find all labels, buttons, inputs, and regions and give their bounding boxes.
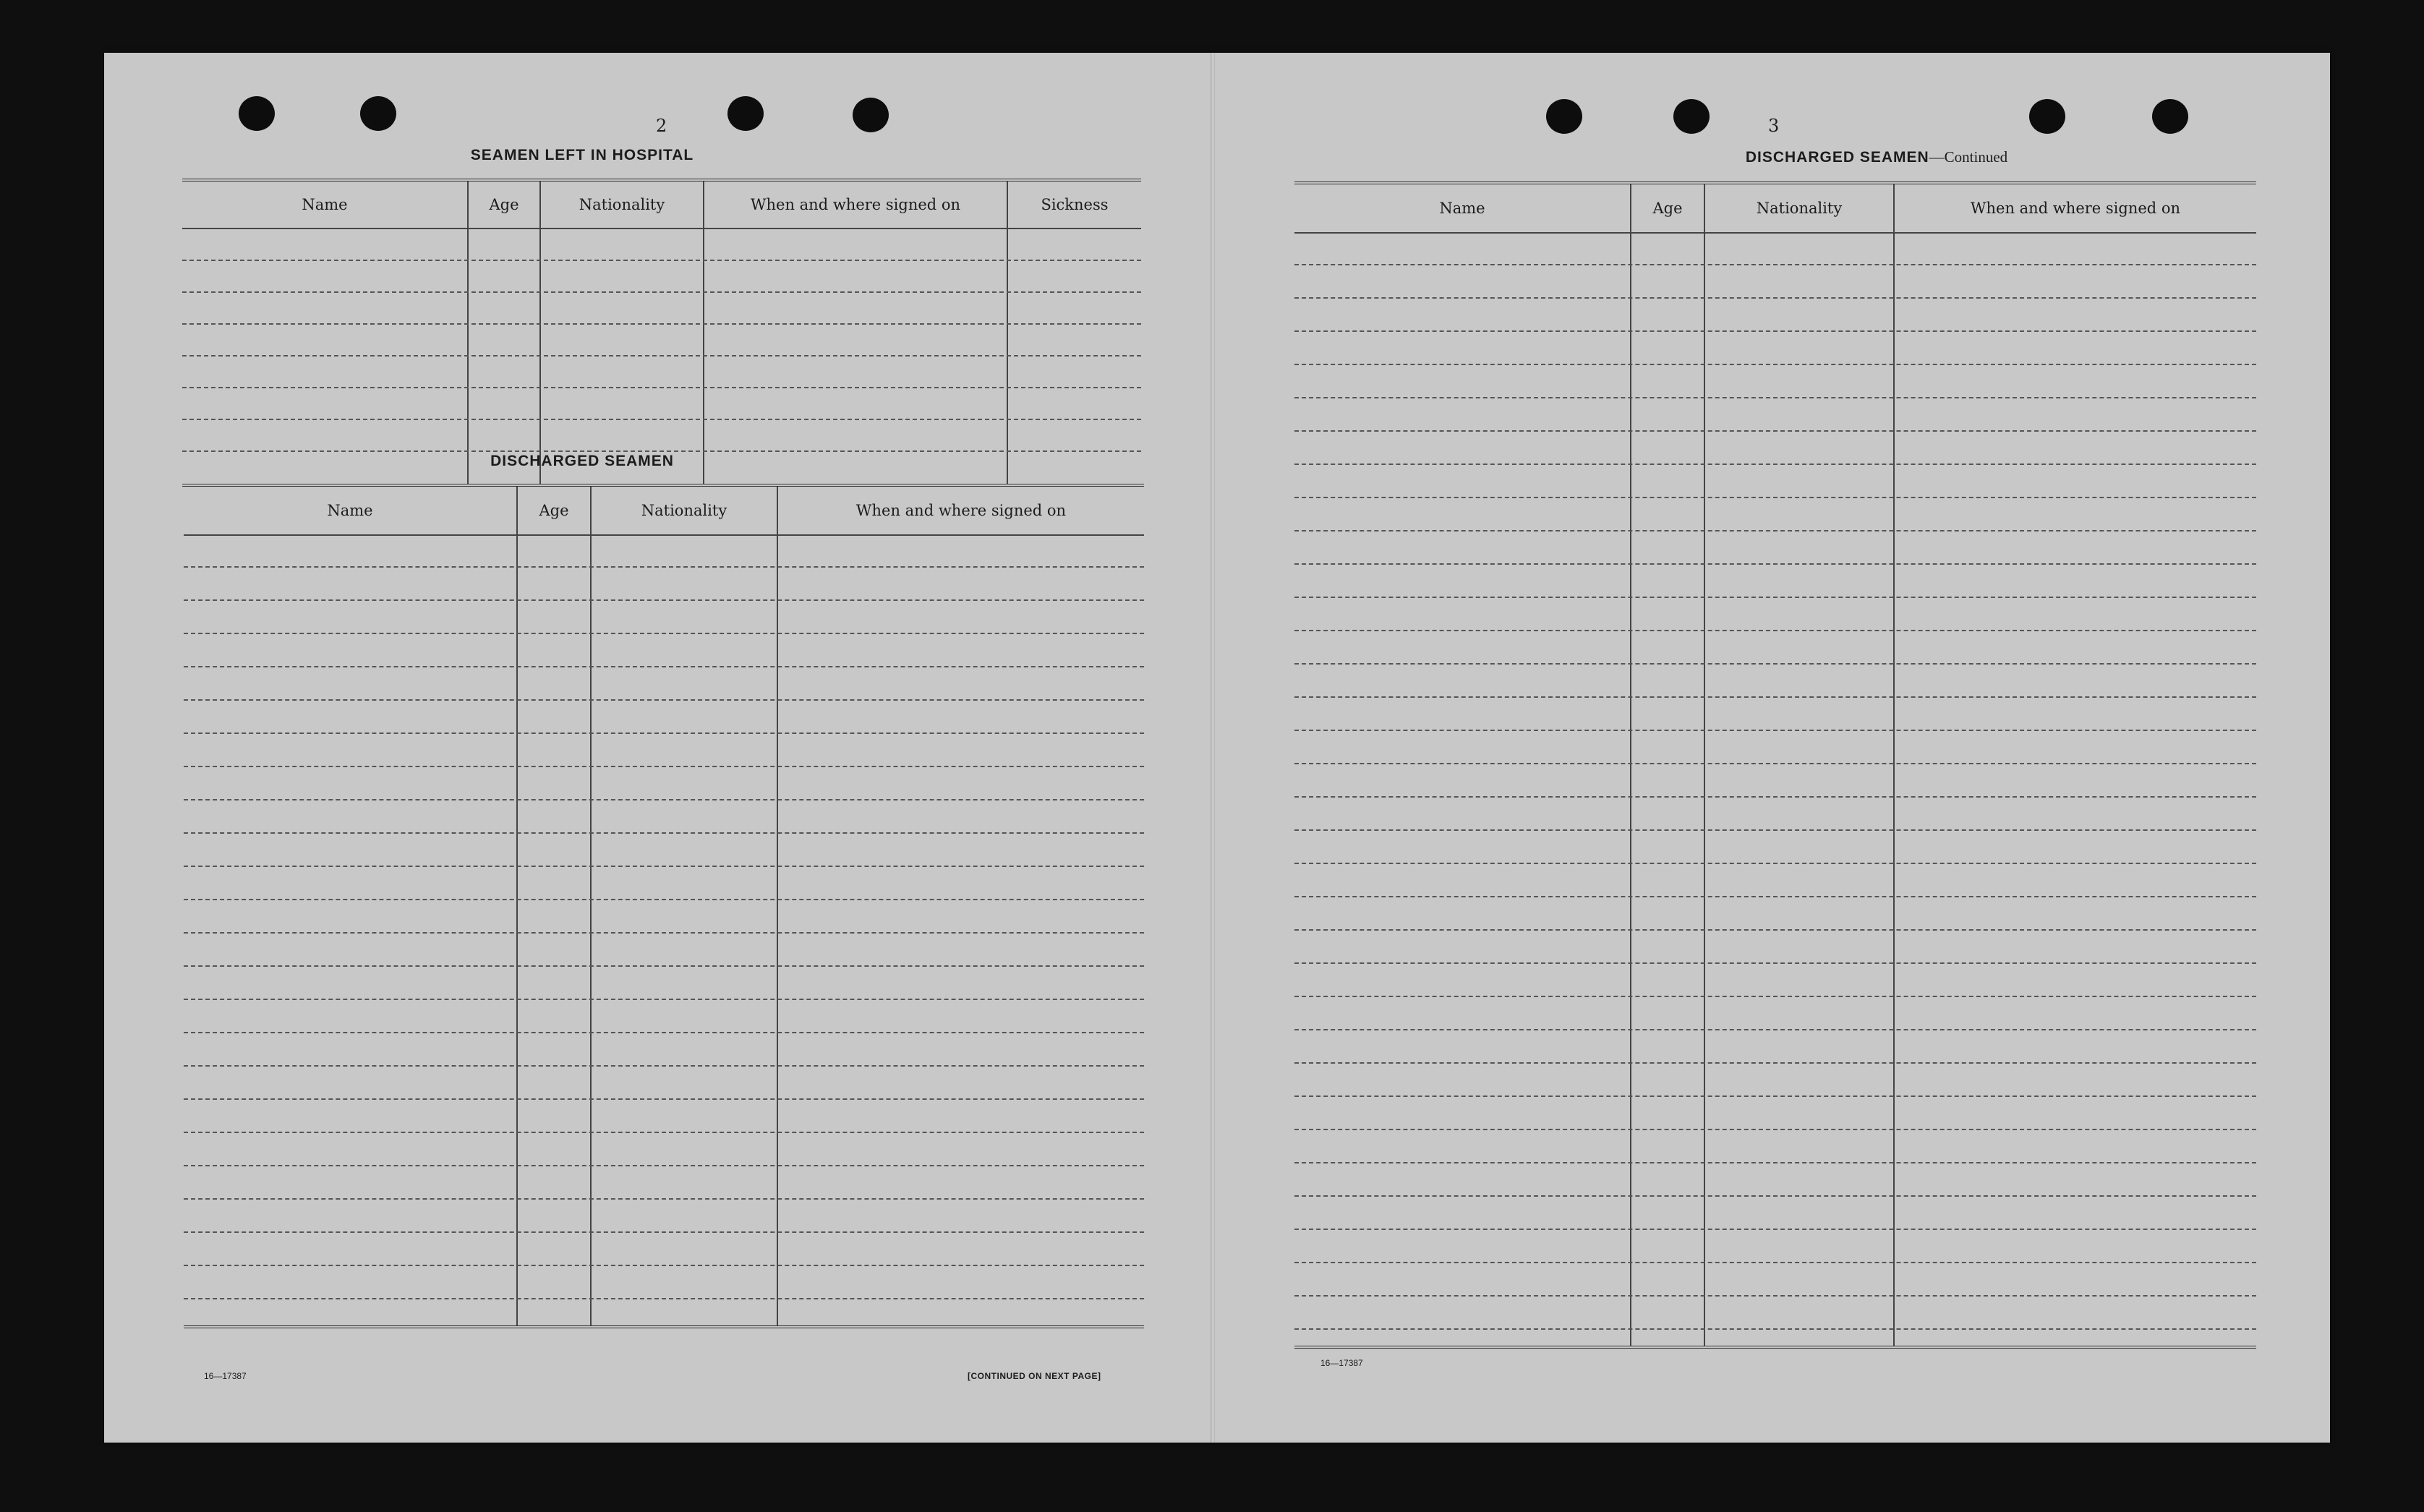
punch-hole <box>727 96 764 131</box>
entry-line <box>1294 497 2256 498</box>
entry-line <box>1294 663 2256 665</box>
hospital-table <box>182 179 1141 487</box>
col-name-header: Name <box>302 196 348 213</box>
column-divider <box>1893 184 1895 1346</box>
entry-line <box>1294 796 2256 798</box>
entry-line <box>182 419 1141 420</box>
entry-line <box>184 1032 1144 1033</box>
column-divider <box>539 181 541 484</box>
entry-line <box>1294 1195 2256 1197</box>
hospital-table-header <box>182 181 1141 229</box>
column-divider <box>1630 184 1631 1346</box>
entry-line <box>182 355 1141 356</box>
entry-line <box>1294 464 2256 465</box>
entry-line <box>1294 763 2256 764</box>
discharged-table-header <box>184 487 1144 536</box>
entry-line <box>1294 530 2256 531</box>
hospital-table-title: SEAMEN LEFT IN HOSPITAL <box>470 147 694 163</box>
entry-line <box>184 866 1144 867</box>
col-name-header: Name <box>327 502 373 519</box>
punch-hole <box>360 96 396 131</box>
entry-line <box>184 799 1144 800</box>
punch-hole <box>239 96 275 131</box>
entry-line <box>184 732 1144 734</box>
entry-line <box>184 1165 1144 1166</box>
column-divider <box>777 487 778 1325</box>
entry-line <box>1294 730 2256 731</box>
entry-line <box>1294 996 2256 997</box>
punch-hole <box>1546 99 1582 134</box>
entry-line <box>1294 397 2256 398</box>
entry-line <box>184 1065 1144 1067</box>
col-name-header: Name <box>1439 200 1485 217</box>
discharged-table-header <box>1294 184 2256 234</box>
entry-line <box>184 1231 1144 1233</box>
entry-line <box>184 599 1144 601</box>
discharged-continued-title <box>1396 148 2357 166</box>
discharged-table-right <box>1294 181 2256 1349</box>
entry-line <box>184 932 1144 934</box>
form-number-right: 16—17387 <box>1320 1358 1363 1368</box>
column-divider <box>703 181 704 484</box>
column-divider <box>590 487 592 1325</box>
entry-line <box>184 1132 1144 1133</box>
entry-line <box>1294 1129 2256 1130</box>
col-age-header: Age <box>1630 184 1704 232</box>
entry-line <box>184 633 1144 634</box>
punch-hole <box>1673 99 1710 134</box>
entry-line <box>1294 1029 2256 1030</box>
entry-line <box>182 291 1141 293</box>
column-divider <box>467 181 469 484</box>
entry-line <box>184 766 1144 767</box>
entry-line <box>1294 330 2256 332</box>
document-sheet <box>104 53 2330 1443</box>
col-nationality-header: Nationality <box>1704 184 1893 232</box>
entry-line <box>182 323 1141 325</box>
punch-hole <box>853 98 889 132</box>
entry-line <box>1294 1062 2256 1064</box>
entry-line <box>184 899 1144 900</box>
entry-line <box>1294 297 2256 299</box>
entry-line <box>1294 264 2256 265</box>
entry-line <box>1294 364 2256 365</box>
entry-line <box>1294 630 2256 631</box>
entry-line <box>184 999 1144 1000</box>
entry-line <box>1294 1229 2256 1230</box>
entry-line <box>1294 696 2256 698</box>
entry-line <box>1294 929 2256 931</box>
entry-line <box>1294 962 2256 964</box>
col-age-header: Age <box>467 181 539 228</box>
discharged-table-title: DISCHARGED SEAMEN <box>490 453 674 469</box>
entry-line <box>182 387 1141 388</box>
title-continued: —Continued <box>1929 148 2008 166</box>
col-signed-on-header: When and where signed on <box>777 487 1144 534</box>
col-nationality-header: Nationality <box>590 487 777 534</box>
entry-line <box>182 260 1141 261</box>
entry-line <box>1294 1328 2256 1330</box>
entry-line <box>184 1298 1144 1299</box>
column-divider <box>516 487 518 1325</box>
punch-hole <box>2029 99 2065 134</box>
entry-line <box>1294 1162 2256 1163</box>
entry-line <box>1294 1095 2256 1097</box>
punch-hole <box>2152 99 2188 134</box>
col-nationality-header: Nationality <box>539 181 703 228</box>
entry-line <box>1294 1262 2256 1263</box>
entry-line <box>1294 563 2256 565</box>
entry-line <box>1294 829 2256 831</box>
entry-line <box>1294 896 2256 897</box>
title-main: DISCHARGED SEAMEN <box>1745 149 1929 166</box>
entry-line <box>1294 863 2256 864</box>
entry-line <box>184 1098 1144 1100</box>
entry-line <box>182 450 1141 452</box>
entry-line <box>184 832 1144 834</box>
col-sickness-header: Sickness <box>1007 181 1141 228</box>
col-age-header: Age <box>516 487 590 534</box>
entry-line <box>1294 1295 2256 1297</box>
entry-line <box>184 1198 1144 1200</box>
page-number-right: 3 <box>1768 116 1780 136</box>
continued-footnote: [CONTINUED ON NEXT PAGE] <box>968 1371 1101 1381</box>
page-number-left: 2 <box>656 116 667 136</box>
entry-line <box>184 965 1144 967</box>
column-divider <box>1704 184 1705 1346</box>
discharged-table-left <box>184 484 1144 1328</box>
entry-line <box>184 566 1144 568</box>
col-signed-on-header: When and where signed on <box>703 181 1007 228</box>
entry-line <box>1294 430 2256 432</box>
entry-line <box>184 699 1144 701</box>
col-signed-on-header: When and where signed on <box>1893 184 2256 232</box>
entry-line <box>1294 597 2256 598</box>
form-number-left: 16—17387 <box>204 1371 247 1381</box>
entry-line <box>184 666 1144 667</box>
entry-line <box>184 1265 1144 1266</box>
column-divider <box>1007 181 1008 484</box>
page-fold <box>1211 53 1215 1443</box>
